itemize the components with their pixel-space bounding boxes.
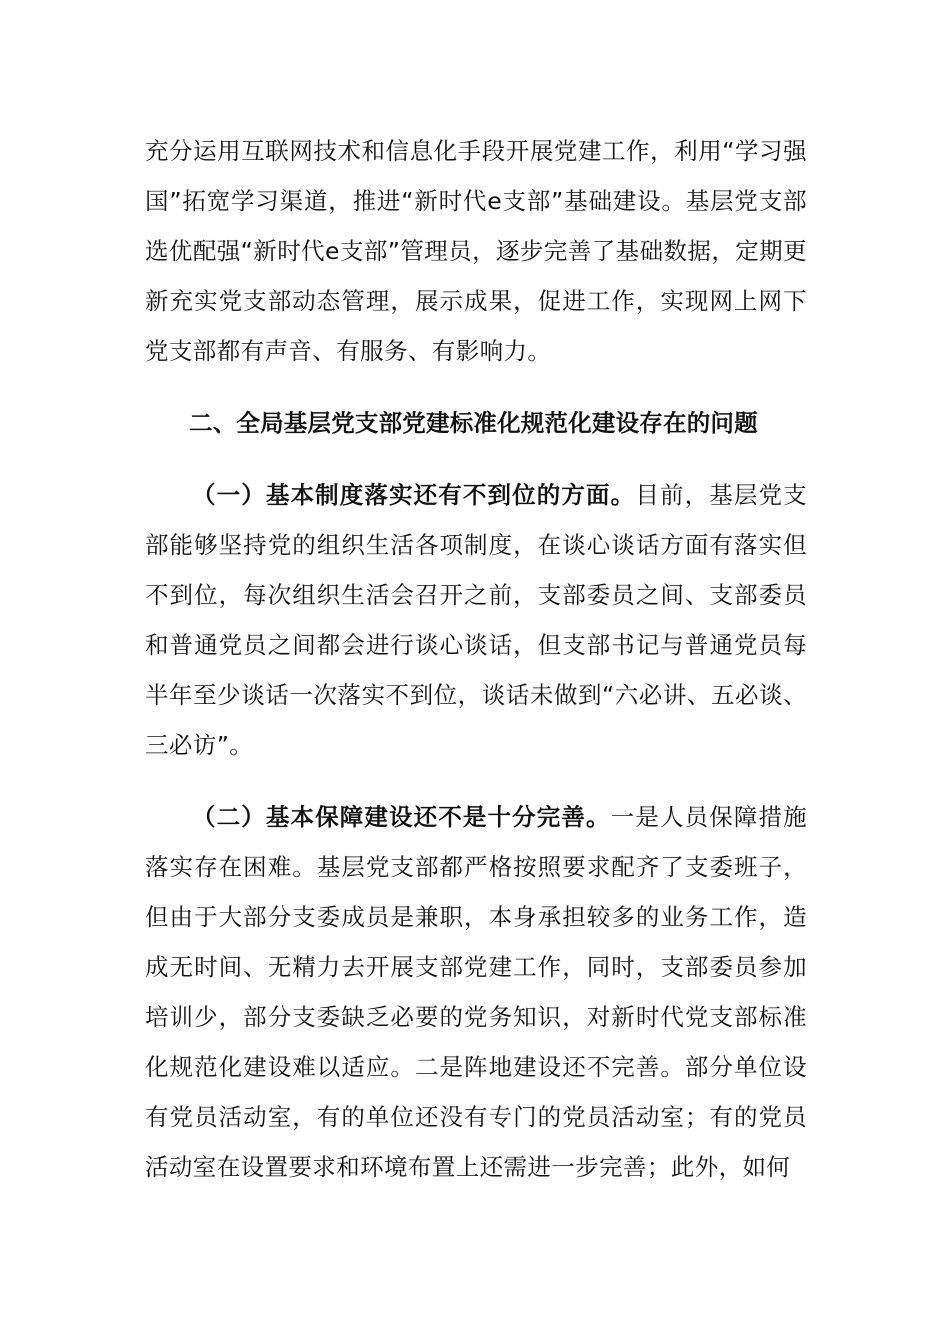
- item-paragraph-1: [145, 470, 807, 770]
- item-2-lead: （二）基本保障建设还不是十分完善。: [192, 803, 611, 831]
- body-paragraph-1: 充分运用互联网技术和信息化手段开展党建工作，利用“学习强国”拓宽学习渠道，推进“新时代e支部”基础建设。基层党支部选优配强“新时代e支部”管理员，逐步完善了基础数据，定期更新充实党支部动态管理，展示成果，促进工作，实现网上网下党支部都有声音、有服务、有影响力。: [145, 137, 807, 365]
- item-paragraph-2: [145, 792, 807, 1192]
- item-1-body: 目前，基层党支部能够坚持党的组织生活各项制度，在谈心谈话方面有落实但不到位，每次组织生活会召开之前，支部委员之间、支部委员和普通党员之间都会进行谈心谈话，但支部书记与普通党员每半年至少谈话一次落实不到位，谈话未做到“六必讲、五必谈、三必访”。: [145, 481, 807, 759]
- document-page: [145, 126, 807, 1192]
- section-heading: 二、全局基层党支部党建标准化规范化建设存在的问题: [189, 409, 758, 437]
- item-2-body: 一是人员保障措施落实存在困难。基层党支部都严格按照要求配齐了支委班子，但由于大部分支委成员是兼职，本身承担较多的业务工作，造成无时间、无精力去开展支部党建工作，同时，支部委员参加培训少，部分支委缺乏必要的党务知识，对新时代党支部标准化规范化建设难以适应。二是阵地建设还不完善。部分单位设有党员活动室，有的单位还没有专门的党员活动室；有的党员活动室在设置要求和环境布置上还需进一步完善；此外，如何: [145, 803, 807, 1181]
- item-1-lead: （一）基本制度落实还有不到位的方面。: [192, 481, 636, 509]
